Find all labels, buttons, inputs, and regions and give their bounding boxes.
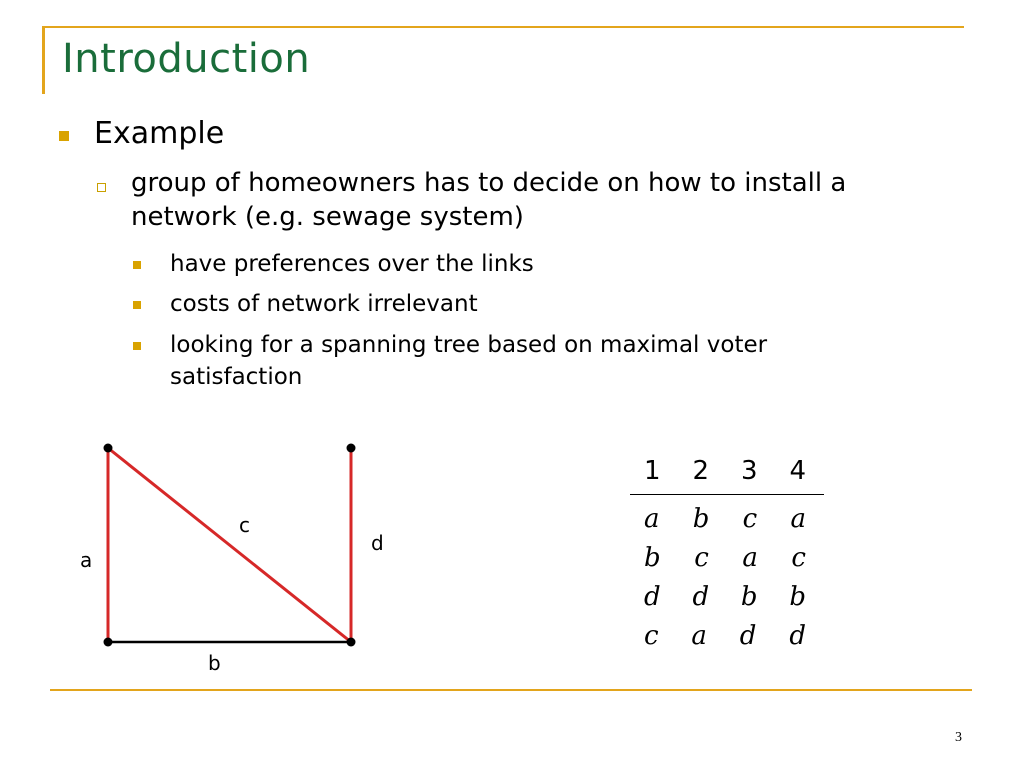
edge-label-a: a xyxy=(80,548,93,572)
table-cell: d xyxy=(644,581,661,612)
edge-label-b: b xyxy=(208,651,221,675)
table-cell: d xyxy=(739,620,757,651)
table-cell: a xyxy=(691,620,707,651)
graph-node xyxy=(104,444,113,453)
graph-node xyxy=(347,638,356,647)
table-cell: c xyxy=(742,503,758,534)
bullet-level1-text: Example xyxy=(94,116,225,151)
table-cell: a xyxy=(742,542,758,573)
table-cell: a xyxy=(790,503,806,534)
footer-accent-rule xyxy=(50,689,972,691)
bullet-level3-text: costs of network irrelevant xyxy=(170,291,478,317)
table-header-cell: 4 xyxy=(789,456,806,486)
table-header-row xyxy=(620,456,824,486)
table-header-cell: 3 xyxy=(740,456,758,486)
table-cell: c xyxy=(644,620,659,651)
table-cell: d xyxy=(789,620,806,651)
table-cell: d xyxy=(692,581,710,612)
edge-c xyxy=(108,448,351,642)
table-row xyxy=(620,616,824,655)
table-cell: c xyxy=(694,542,709,573)
bullet-level2-text: group of homeowners has to decide on how to install a network (e.g. sewage system) xyxy=(131,168,847,232)
edge-label-c: c xyxy=(239,513,250,537)
table-cell: b xyxy=(740,581,758,612)
table-cell: c xyxy=(791,542,806,573)
table-cell: a xyxy=(644,503,660,534)
bullet-level3-text: looking for a spanning tree based on maximal voter satisfaction xyxy=(170,332,768,390)
table-cell: b xyxy=(789,581,806,612)
table-row xyxy=(620,499,824,538)
table-header-cell: 2 xyxy=(692,456,710,486)
edge-label-d: d xyxy=(371,531,384,555)
graph-node xyxy=(347,444,356,453)
table-row xyxy=(620,577,824,616)
page-number: 3 xyxy=(955,730,962,745)
slide-title: Introduction xyxy=(62,36,311,82)
graph-node xyxy=(104,638,113,647)
bullet-level3-text: have preferences over the links xyxy=(170,251,534,277)
table-header-cell: 1 xyxy=(644,456,661,486)
table-row xyxy=(620,538,824,577)
table-header-rule xyxy=(630,494,824,495)
preference-table xyxy=(620,456,824,655)
table-cell: b xyxy=(692,503,710,534)
table-cell: b xyxy=(644,542,661,573)
